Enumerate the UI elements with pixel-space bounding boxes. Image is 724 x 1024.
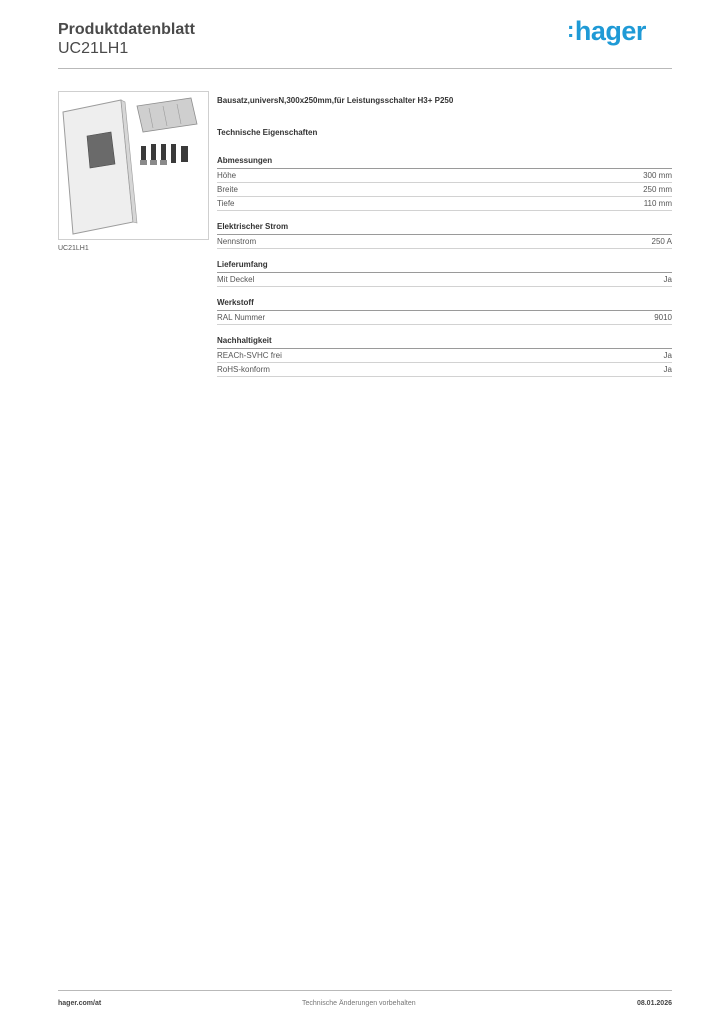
image-caption: UC21LH1 [58, 245, 89, 252]
property-value: Ja [663, 365, 672, 374]
header-divider [58, 68, 672, 69]
property-value: 9010 [654, 313, 672, 322]
section-heading: Lieferumfang [217, 259, 672, 273]
section-material [217, 297, 672, 325]
property-label: RoHS-konform [217, 365, 270, 374]
section-scope-of-delivery [217, 259, 672, 287]
property-label: REACh-SVHC frei [217, 351, 282, 360]
footer-website-link[interactable]: hager.com/at [58, 1000, 102, 1007]
property-label: Höhe [217, 171, 237, 180]
property-value: Ja [663, 275, 672, 284]
property-row [217, 273, 672, 287]
property-row [217, 311, 672, 325]
property-row [217, 169, 672, 183]
footer-disclaimer: Technische Änderungen vorbehalten [302, 1000, 416, 1007]
property-value: 250 mm [643, 185, 672, 194]
logo-text: hager [574, 16, 646, 46]
property-label: Nennstrom [217, 237, 257, 246]
product-description: Bausatz,universN,300x250mm,für Leistungsschalter H3+ P250 [217, 96, 454, 105]
section-heading: Werkstoff [217, 297, 672, 311]
footer-divider [58, 990, 672, 991]
hager-logo [567, 16, 646, 47]
section-heading: Abmessungen [217, 155, 672, 169]
property-label: Tiefe [217, 199, 235, 208]
article-number: UC21LH1 [58, 40, 129, 57]
property-value: 250 A [651, 237, 672, 246]
property-label: Mit Deckel [217, 275, 255, 284]
property-row [217, 235, 672, 249]
product-image [58, 91, 209, 240]
property-row [217, 197, 672, 211]
footer-date: 08.01.2026 [636, 1000, 672, 1007]
property-row [217, 349, 672, 363]
property-value: 300 mm [643, 171, 672, 180]
logo-dots-icon: : [567, 17, 574, 42]
property-label: RAL Nummer [217, 313, 266, 322]
page-title: Produktdatenblatt [58, 21, 195, 38]
property-value: 110 mm [643, 199, 672, 208]
section-heading: Elektrischer Strom [217, 221, 672, 235]
section-electrical-current [217, 221, 672, 249]
section-sustainability [217, 335, 672, 377]
product-details [217, 96, 672, 387]
property-row [217, 363, 672, 377]
property-label: Breite [217, 185, 238, 194]
tech-properties-heading: Technische Eigenschaften [217, 128, 318, 137]
section-heading: Nachhaltigkeit [217, 335, 672, 349]
product-kit-illustration [59, 92, 208, 239]
section-dimensions [217, 155, 672, 211]
property-value: Ja [663, 351, 672, 360]
property-row [217, 183, 672, 197]
